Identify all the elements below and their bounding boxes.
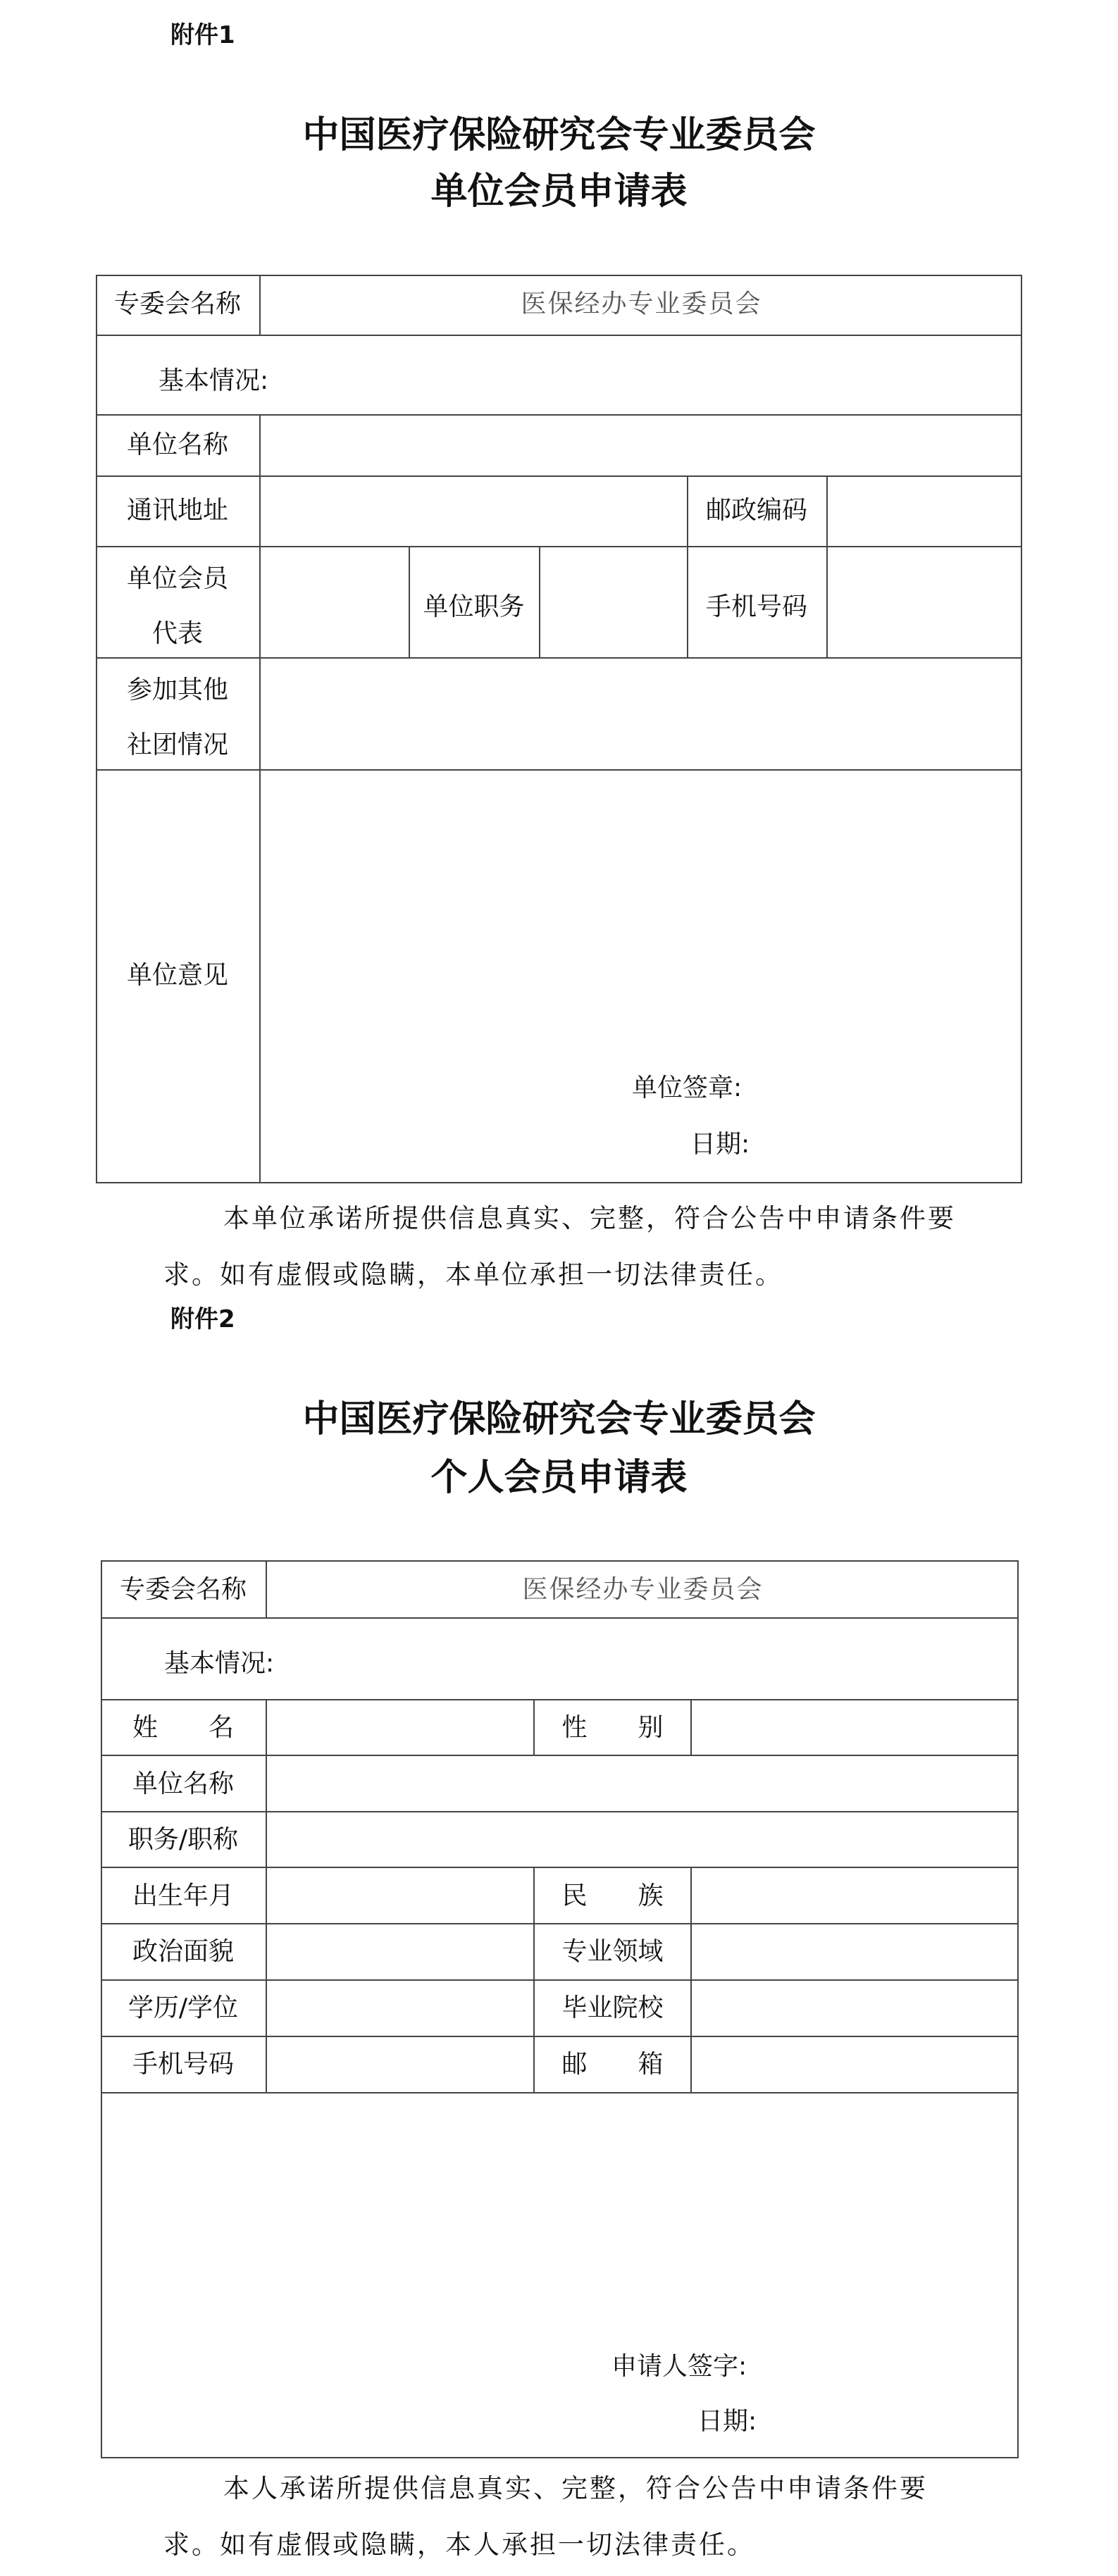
applicant-signature-label: 申请人签字:	[611, 2352, 747, 2381]
basic-info-label: 基本情况:	[164, 1649, 275, 1678]
political-status-label: 政治面貌	[132, 1937, 234, 1966]
committee-name-value[interactable]: 医保经办专业委员会	[522, 1575, 764, 1604]
other-org-label-line2: 社团情况	[126, 730, 228, 759]
date-label: 日期:	[697, 2407, 757, 2436]
basic-info-label: 基本情况:	[159, 366, 269, 395]
unit-name-label: 单位名称	[132, 1769, 234, 1798]
attachment-label: 附件2	[170, 1305, 235, 1333]
title-label: 职务/职称	[128, 1825, 239, 1854]
school-label: 毕业院校	[561, 1993, 664, 2022]
representative-label-line2: 代表	[151, 619, 203, 648]
form-title: 中国医疗保险研究会专业委员会	[302, 1398, 816, 1441]
degree-label: 学历/学位	[128, 1993, 239, 2022]
mobile-label: 手机号码	[132, 2050, 234, 2079]
committee-name-label: 专委会名称	[113, 290, 241, 318]
specialty-field-label: 专业领域	[561, 1937, 664, 1966]
attachment-label: 附件1	[170, 21, 235, 49]
other-org-label-line1: 参加其他	[126, 676, 228, 704]
postcode-label: 邮政编码	[705, 496, 807, 525]
unit-commitment-note: 本单位承诺所提供信息真实、完整，符合公告中申请条件要求。如有虚假或隐瞒，本单位承担一切法律责任。	[163, 1203, 956, 1290]
name-label: 姓 名	[132, 1713, 234, 1742]
form-subtitle: 单位会员申请表	[430, 170, 688, 213]
gender-label: 性 别	[561, 1713, 664, 1742]
address-label: 通讯地址	[126, 496, 228, 525]
committee-name-value[interactable]: 医保经办专业委员会	[521, 290, 762, 318]
date-label: 日期:	[690, 1130, 750, 1159]
mobile-label: 手机号码	[705, 592, 807, 621]
unit-seal-label: 单位签章:	[632, 1074, 743, 1102]
unit-opinion-label: 单位意见	[126, 961, 228, 990]
representative-label-line1: 单位会员	[126, 564, 228, 593]
committee-name-label: 专委会名称	[119, 1575, 247, 1604]
unit-name-label: 单位名称	[126, 430, 228, 459]
unit-position-label: 单位职务	[423, 592, 525, 621]
birth-label: 出生年月	[132, 1881, 234, 1910]
form-title: 中国医疗保险研究会专业委员会	[302, 114, 816, 156]
email-label: 邮 箱	[561, 2050, 664, 2079]
form-subtitle: 个人会员申请表	[430, 1457, 688, 1499]
ethnicity-label: 民 族	[561, 1881, 664, 1910]
personal-commitment-note: 本人承诺所提供信息真实、完整，符合公告中申请条件要求。如有虚假或隐瞒，本人承担一切法律责任。	[163, 2473, 928, 2560]
